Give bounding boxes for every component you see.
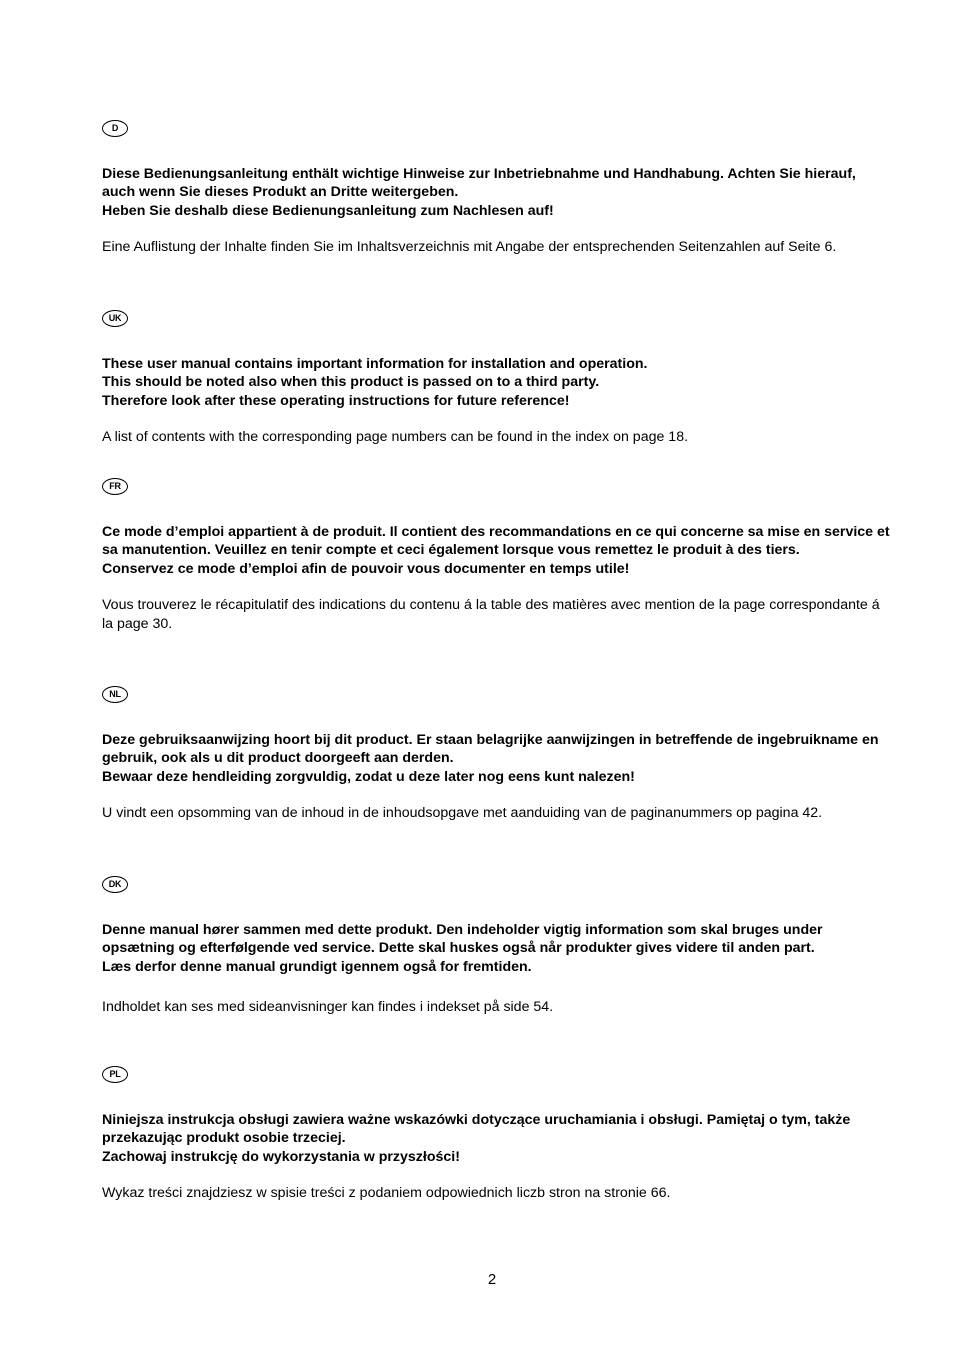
language-badge-fr: FR [102,478,128,495]
language-badge-nl: NL [102,686,128,703]
important-notice-fr [102,523,892,579]
contents-text: A list of contents with the corresponding page numbers can be found in the index on page 18. [102,429,689,445]
page-number: 2 [487,1271,497,1288]
section-pl [102,1064,892,1203]
contents-text: Indholdet kan ses med sideanvisninger kan findes i indekset på side 54. [102,999,554,1015]
section-fr [102,476,892,633]
notice-line: Diese Bedienungsanleitung enthält wichtige Hinweise zur Inbetriebnahme und Handhabung. Achten Sie hierauf, auch wenn Sie dieses Produkt an Dritte weitergeben. [102,165,856,200]
contents-reference-nl [102,804,892,823]
language-badge-uk: UK [102,310,128,327]
notice-line: Læs derfor denne manual grundigt igennem også for fremtiden. [102,958,532,975]
important-notice-de [102,165,892,221]
language-badge-pl: PL [102,1066,128,1083]
notice-line: Ce mode d’emploi appartient à de produit. Il contient des recommandations en ce qui concerne sa mise en service et sa manutention. Veuillez en tenir compte et ceci également lorsque vous remettez le produit à des tiers. [102,523,890,558]
contents-reference-pl [102,1184,892,1203]
language-badge-de: D [102,120,128,137]
section-uk [102,308,892,447]
contents-reference-fr [102,596,892,633]
contents-text: Vous trouverez le récapitulatif des indications du contenu á la table des matières avec mention de la page correspondante á la page 30. [102,597,880,632]
notice-line: Zachowaj instrukcję do wykorzystania w przyszłości! [102,1148,460,1165]
notice-line: Heben Sie deshalb diese Bedienungsanleitung zum Nachlesen auf! [102,202,554,219]
contents-text: Wykaz treści znajdziesz w spisie treści z podaniem odpowiednich liczb stron na stronie 66. [102,1185,671,1201]
contents-reference-uk [102,428,892,447]
language-badge-dk: DK [102,876,128,893]
important-notice-dk [102,921,892,977]
notice-line: Bewaar deze hendleiding zorgvuldig, zodat u deze later nog eens kunt nalezen! [102,768,635,785]
notice-line: These user manual contains important information for installation and operation. [102,355,648,372]
contents-reference-dk [102,998,892,1017]
notice-line: Deze gebruiksaanwijzing hoort bij dit product. Er staan belagrijke aanwijzingen in betreffende de ingebruikname en gebruik, ook als u dit product doorgeeft aan derden. [102,731,879,766]
notice-line: Therefore look after these operating instructions for future reference! [102,392,570,409]
contents-text: Eine Auflistung der Inhalte finden Sie im Inhaltsverzeichnis mit Angabe der entsprechenden Seitenzahlen auf Seite 6. [102,239,837,255]
contents-reference-de [102,238,892,257]
important-notice-uk [102,355,892,411]
important-notice-nl [102,731,892,787]
important-notice-pl [102,1111,892,1167]
notice-line: Denne manual hører sammen med dette produkt. Den indeholder vigtig information som skal bruges under opsætning og efterfølgende ved service. Dette skal huskes også når produkter gives videre til anden part. [102,921,823,956]
notice-line: Conservez ce mode d’emploi afin de pouvoir vous documenter en temps utile! [102,560,630,577]
contents-text: U vindt een opsomming van de inhoud in de inhoudsopgave met aanduiding van de paginanummers op pagina 42. [102,805,823,821]
section-dk [102,874,892,1017]
section-nl [102,684,892,823]
notice-line: Niniejsza instrukcja obsługi zawiera ważne wskazówki dotyczące uruchamiania i obsługi. Pamiętaj o tym, także przekazując produkt osobie trzeciej. [102,1111,851,1146]
notice-line: This should be noted also when this product is passed on to a third party. [102,374,600,390]
section-de [102,118,892,257]
